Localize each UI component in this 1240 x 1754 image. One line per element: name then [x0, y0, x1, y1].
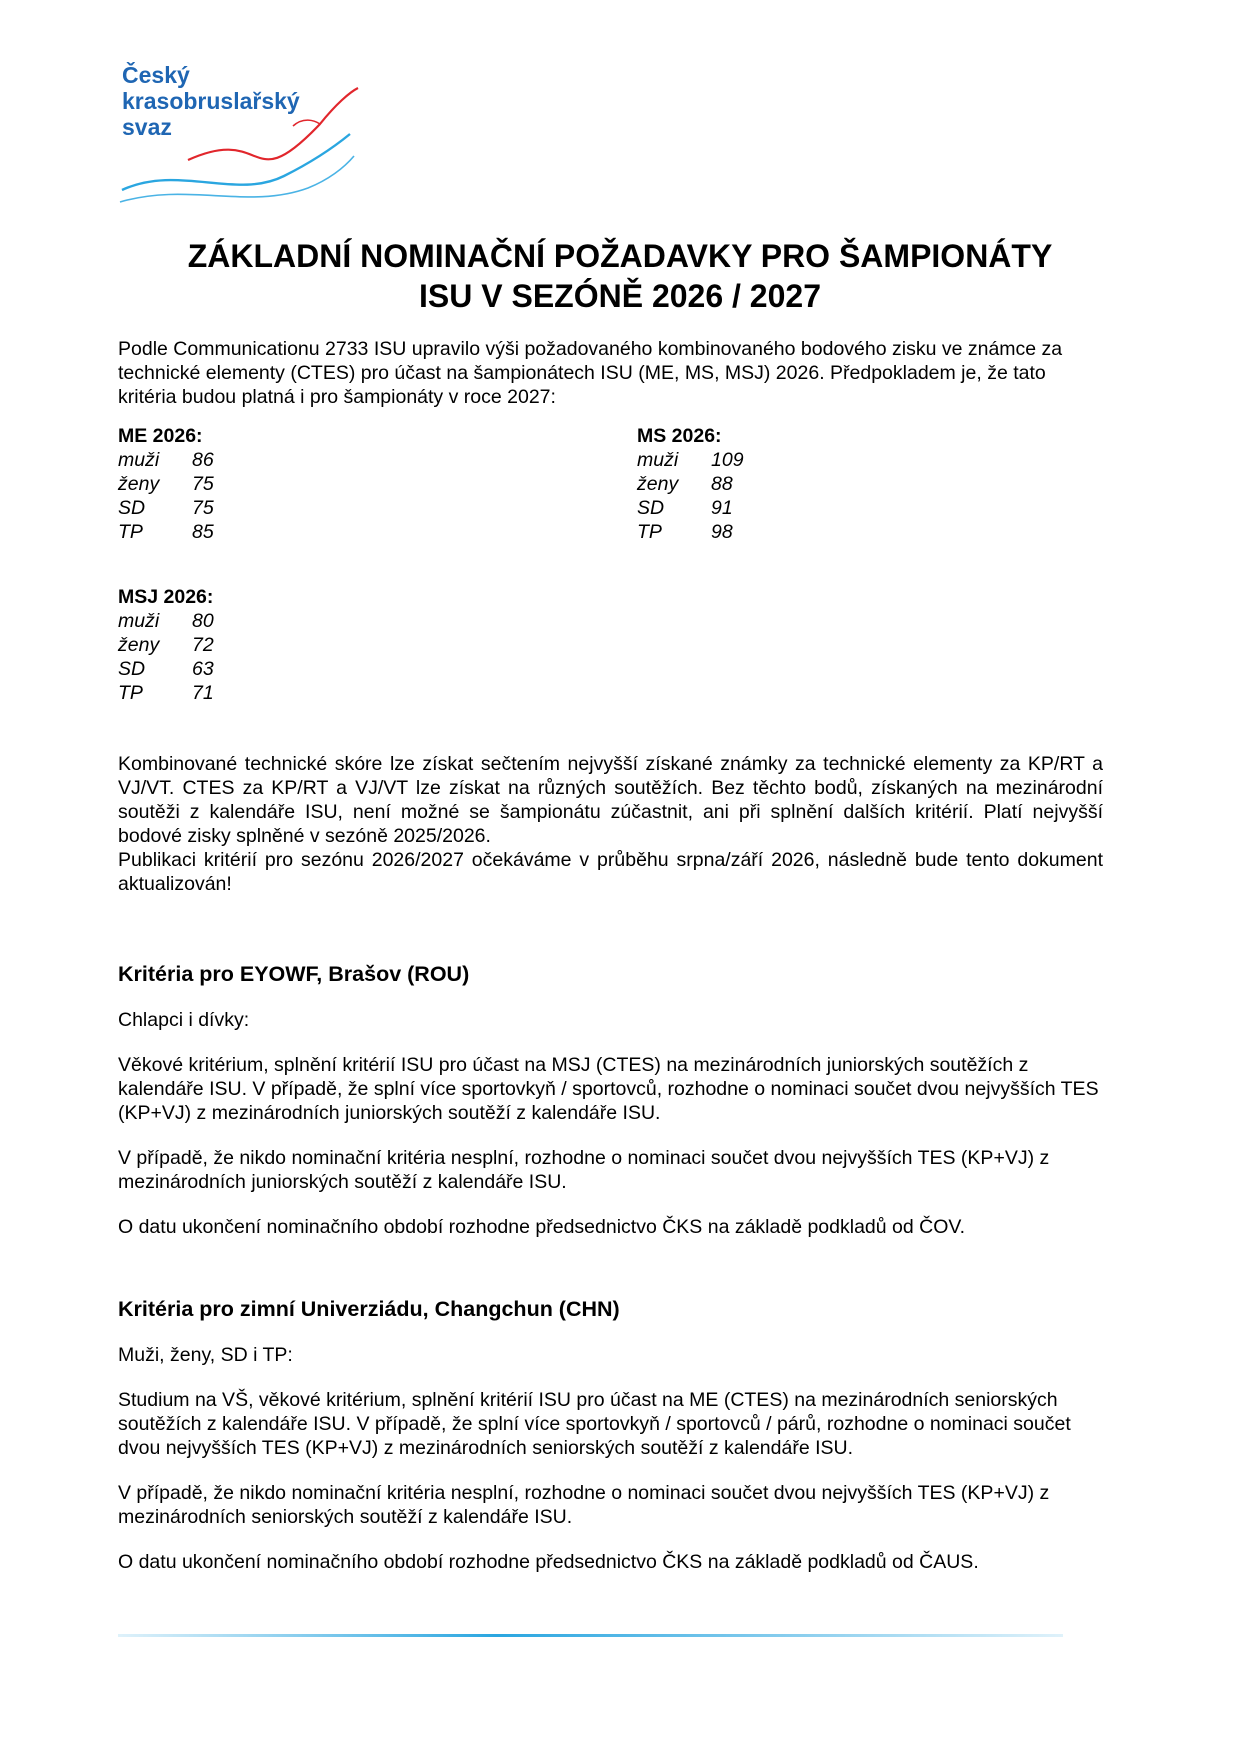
row-value: 63 — [192, 658, 214, 680]
row-value: 72 — [192, 634, 214, 656]
row-label: SD — [118, 497, 146, 519]
me-row-tp — [118, 520, 214, 544]
msj-row-tp — [118, 681, 214, 705]
me-row-women — [118, 472, 214, 496]
ms-row-tp — [637, 520, 744, 544]
row-value: 80 — [192, 610, 214, 632]
msj-row-women — [118, 633, 214, 657]
row-label: SD — [118, 658, 146, 680]
row-label: TP — [637, 521, 662, 543]
organization-logo — [118, 62, 368, 210]
msj-2026-block — [118, 585, 214, 705]
ms-2026-heading: MS 2026: — [637, 425, 722, 447]
row-label: ženy — [118, 473, 160, 495]
title-line-1: ZÁKLADNÍ NOMINAČNÍ POŽADAVKY PRO ŠAMPIONÁTY — [187, 238, 1053, 274]
msj-2026-heading: MSJ 2026: — [118, 586, 214, 608]
row-value: 75 — [192, 473, 214, 495]
row-label: muži — [637, 449, 679, 471]
msj-row-sd — [118, 657, 214, 681]
logo-line-3: svaz — [122, 114, 172, 140]
row-label: ženy — [118, 634, 160, 656]
logo-line-1: Český — [122, 62, 190, 88]
me-row-sd — [118, 496, 214, 520]
universiade-heading: Kritéria pro zimní Univerziádu, Changchun (CHN) — [118, 1297, 620, 1321]
row-value: 109 — [711, 449, 744, 471]
row-value: 71 — [192, 682, 214, 704]
row-label: TP — [118, 682, 143, 704]
row-label: ženy — [637, 473, 679, 495]
row-label: muži — [118, 610, 160, 632]
logo-line-2: krasobruslařský — [122, 88, 300, 114]
footer-divider — [118, 1634, 1063, 1637]
ms-row-men — [637, 448, 744, 472]
universiade-subheading: Muži, ženy, SD i TP: — [118, 1344, 293, 1366]
row-value: 88 — [711, 473, 733, 495]
me-row-men — [118, 448, 214, 472]
eyowf-heading: Kritéria pro EYOWF, Brašov (ROU) — [118, 962, 470, 986]
ms-row-sd — [637, 496, 744, 520]
row-label: muži — [118, 449, 160, 471]
msj-row-men — [118, 609, 214, 633]
row-value: 85 — [192, 521, 214, 543]
universiade-paragraph-2: V případě, že nikdo nominační kritéria nesplní, rozhodne o nominaci součet dvou nejvyšších TES (KP+VJ) z mezinárodních seniorských soutěží z kalendáře ISU. — [118, 1482, 1050, 1528]
universiade-paragraph-3: O datu ukončení nominačního období rozhodne předsednictvo ČKS na základě podkladů od ČAUS. — [118, 1551, 979, 1573]
universiade-paragraph-1: Studium na VŠ, věkové kritérium, splnění kritérií ISU pro účast na ME (CTES) na mezinárodních seniorských soutěžích z kalendáře ISU. V případě, že splní více sportovkyň / sportovců / párů, rozhodne o nominaci součet dvou nejvyšších TES (KP+VJ) z mezinárodních seniorských soutěží z kalendáře ISU. — [118, 1389, 1071, 1459]
title-line-2: ISU V SEZÓNĚ 2026 / 2027 — [419, 278, 821, 314]
intro-paragraph: Podle Communicationu 2733 ISU upravilo výši požadovaného kombinovaného bodového zisku ve známce za technické elementy (CTES) pro účast na šampionátech ISU (ME, MS, MSJ) 2026. Předpokladem je, že tato kritéria budou platná i pro šampionáty v roce 2027: — [118, 338, 1063, 408]
eyowf-paragraph-2: V případě, že nikdo nominační kritéria nesplní, rozhodne o nominaci součet dvou nejvyšších TES (KP+VJ) z mezinárodních juniorských soutěží z kalendáře ISU. — [118, 1147, 1050, 1193]
row-value: 86 — [192, 449, 214, 471]
me-2026-heading: ME 2026: — [118, 425, 203, 447]
row-value: 75 — [192, 497, 214, 519]
eyowf-paragraph-1: Věkové kritérium, splnění kritérií ISU pro účast na MSJ (CTES) na mezinárodních juniorských soutěžích z kalendáře ISU. V případě, že splní více sportovkyň / sportovců, rozhodne o nominaci součet dvou nejvyšších TES (KP+VJ) z mezinárodních juniorských soutěží z kalendáře ISU. — [118, 1054, 1099, 1124]
ms-2026-block — [637, 424, 744, 544]
row-label: SD — [637, 497, 665, 519]
document-title — [118, 236, 1122, 316]
row-value: 91 — [711, 497, 733, 519]
eyowf-paragraph-3: O datu ukončení nominačního období rozhodne předsednictvo ČKS na základě podkladů od ČOV. — [118, 1216, 966, 1238]
eyowf-subheading: Chlapci i dívky: — [118, 1009, 250, 1031]
combined-score-paragraph: Kombinované technické skóre lze získat sečtením nejvyšší získané známky za technické elementy za KP/RT a VJ/VT. CTES za KP/RT a VJ/VT lze získat na různých soutěžích. Bez těchto bodů, získaných na mezinárodní soutěži z kalendáře ISU, není možné se šampionátu zúčastnit, ani při splnění dalších kritérií. Platí nejvyšší bodové zisky splněné v sezóně 2025/2026. — [118, 753, 1103, 847]
ms-row-women — [637, 472, 744, 496]
publication-note-paragraph: Publikaci kritérií pro sezónu 2026/2027 očekáváme v průběhu srpna/září 2026, následně bude tento dokument aktualizován! — [118, 849, 1103, 895]
me-2026-block — [118, 424, 214, 544]
row-value: 98 — [711, 521, 733, 543]
row-label: TP — [118, 521, 143, 543]
